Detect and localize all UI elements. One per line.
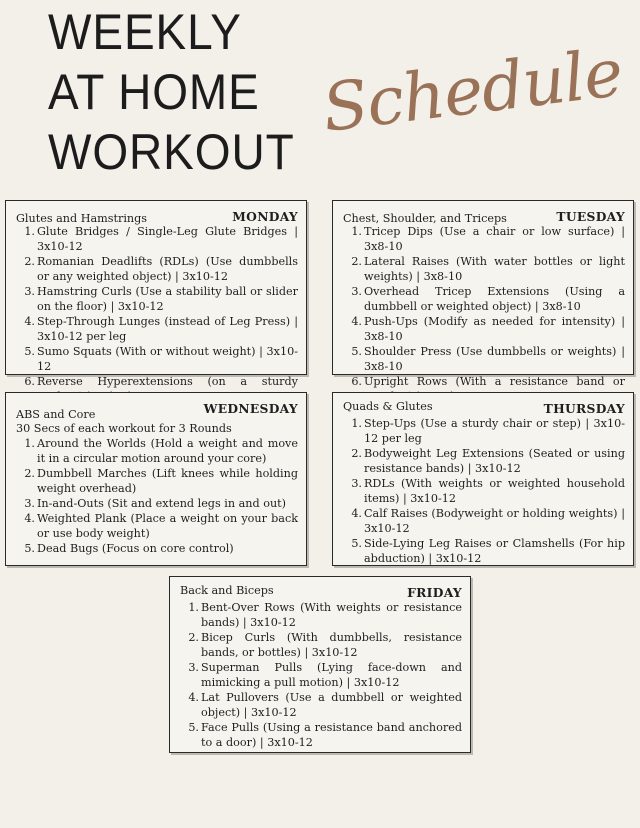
muscle-group: Chest, Shoulder, and Triceps: [343, 212, 507, 225]
title-line-1: WEEKLY: [48, 4, 242, 60]
muscle-group: Glutes and Hamstrings: [16, 212, 148, 225]
exercise-item: [343, 416, 625, 446]
rounds-note: 30 Secs of each workout for 3 Rounds: [16, 422, 232, 435]
item-number: 3.: [24, 285, 35, 298]
item-number: 4.: [24, 512, 35, 525]
exercise-item: [180, 600, 462, 630]
muscle-group: Back and Biceps: [180, 584, 274, 597]
exercise-item: [16, 344, 298, 374]
item-number: 6.: [351, 375, 362, 388]
exercise-text: RDLs (With weights or weighted household items) | 3x10-12: [364, 477, 625, 505]
exercise-text: Lateral Raises (With water bottles or light weights) | 3x8-10: [364, 255, 625, 283]
exercise-text: Weighted Plank (Place a weight on your back or use body weight): [37, 512, 298, 540]
exercise-text: Dead Bugs (Focus on core control): [37, 542, 234, 555]
exercise-text: Side-Lying Leg Raises or Clamshells (For hip abduction) | 3x10-12: [364, 537, 625, 565]
exercise-item: [180, 630, 462, 660]
item-number: 2.: [351, 447, 362, 460]
exercise-text: Bodyweight Leg Extensions (Seated or using resistance bands) | 3x10-12: [364, 447, 625, 475]
day-label: FRIDAY: [407, 585, 462, 600]
day-label: WEDNESDAY: [203, 401, 298, 416]
item-number: 2.: [351, 255, 362, 268]
exercise-text: Superman Pulls (Lying face-down and mimicking a pull motion) | 3x10-12: [201, 661, 462, 689]
item-number: 3.: [351, 477, 362, 490]
exercise-text: Push-Ups (Modify as needed for intensity) | 3x8-10: [364, 315, 625, 343]
item-number: 1.: [351, 225, 362, 238]
exercise-item: [343, 284, 625, 314]
title-line-3: WORKOUT: [48, 124, 295, 180]
day-label: THURSDAY: [543, 401, 625, 416]
exercise-list: [16, 224, 298, 404]
exercise-list: [16, 436, 298, 556]
exercise-item: [16, 466, 298, 496]
exercise-text: Lat Pullovers (Use a dumbbell or weighted object) | 3x10-12: [201, 691, 462, 719]
item-number: 5.: [351, 537, 362, 550]
exercise-item: [180, 690, 462, 720]
exercise-list: [343, 224, 625, 404]
exercise-text: Sumo Squats (With or without weight) | 3x10-12: [37, 345, 298, 373]
exercise-item: [16, 511, 298, 541]
exercise-item: [16, 284, 298, 314]
exercise-item: [16, 541, 298, 556]
thursday-card: [332, 392, 634, 566]
exercise-item: [16, 496, 298, 511]
item-number: 1.: [24, 225, 35, 238]
exercise-text: Overhead Tricep Extensions (Using a dumbbell or weighted object) | 3x8-10: [364, 285, 625, 313]
exercise-list: [180, 600, 462, 750]
monday-card: [5, 200, 307, 388]
exercise-text: Step-Ups (Use a sturdy chair or step) | 3x10-12 per leg: [364, 417, 625, 445]
exercise-item: [343, 476, 625, 506]
item-number: 6.: [24, 375, 35, 388]
exercise-item: [16, 224, 298, 254]
title-line-2: AT HOME: [48, 64, 260, 120]
item-number: 1.: [188, 601, 199, 614]
exercise-item: [343, 314, 625, 344]
item-number: 1.: [24, 437, 35, 450]
exercise-item: [343, 344, 625, 374]
exercise-text: Step-Through Lunges (instead of Leg Press) | 3x10-12 per leg: [37, 315, 298, 343]
item-number: 3.: [188, 661, 199, 674]
exercise-text: Hamstring Curls (Use a stability ball or slider on the floor) | 3x10-12: [37, 285, 298, 313]
item-number: 3.: [24, 497, 35, 510]
day-label: MONDAY: [232, 209, 298, 224]
exercise-text: Reverse Hyperextensions (on a sturdy: [37, 375, 298, 388]
exercise-text: Face Pulls (Using a resistance band anchored to a door) | 3x10-12: [201, 721, 462, 749]
exercise-text: Romanian Deadlifts (RDLs) (Use dumbbells or any weighted object) | 3x10-12: [37, 255, 298, 283]
item-number: 2.: [24, 255, 35, 268]
exercise-item: [343, 506, 625, 536]
exercise-item: [180, 720, 462, 750]
item-number: 4.: [351, 315, 362, 328]
exercise-item: [16, 314, 298, 344]
item-number: 3.: [351, 285, 362, 298]
exercise-text: Shoulder Press (Use dumbbells or weights) | 3x8-10: [364, 345, 625, 373]
item-number: 5.: [24, 345, 35, 358]
item-number: 2.: [24, 467, 35, 480]
item-number: 4.: [24, 315, 35, 328]
item-number: 5.: [351, 345, 362, 358]
exercise-text: In-and-Outs (Sit and extend legs in and out): [37, 497, 287, 510]
exercise-item: [343, 224, 625, 254]
page-title: [48, 2, 316, 182]
item-number: 5.: [188, 721, 199, 734]
exercise-text: Dumbbell Marches (Lift knees while holding weight overhead): [37, 467, 298, 495]
day-label: TUESDAY: [556, 209, 625, 224]
schedule-script-title: Schedule: [318, 33, 627, 148]
exercise-item: [16, 436, 298, 466]
item-number: 5.: [24, 542, 35, 555]
tuesday-card: [332, 200, 634, 388]
item-number: 4.: [351, 507, 362, 520]
item-number: 4.: [188, 691, 199, 704]
wednesday-card: [5, 392, 307, 566]
exercise-text: Bent-Over Rows (With weights or resistance bands) | 3x10-12: [201, 601, 462, 629]
muscle-group: ABS and Core: [16, 408, 96, 421]
exercise-text: Tricep Dips (Use a chair or low surface) | 3x8-10: [364, 225, 625, 253]
exercise-item: [343, 254, 625, 284]
exercise-list: [343, 416, 625, 566]
exercise-text: Upright Rows (With a resistance band or: [364, 375, 625, 388]
exercise-item: [180, 660, 462, 690]
exercise-item: [343, 536, 625, 566]
exercise-text: Glute Bridges / Single-Leg Glute Bridges | 3x10-12: [37, 225, 298, 253]
exercise-text: Bicep Curls (With dumbbells, resistance bands, or bottles) | 3x10-12: [201, 631, 462, 659]
friday-card: [169, 576, 471, 753]
exercise-text: Around the Worlds (Hold a weight and move it in a circular motion around your core): [37, 437, 298, 465]
exercise-text: Calf Raises (Bodyweight or holding weights) | 3x10-12: [364, 507, 625, 535]
item-number: 2.: [188, 631, 199, 644]
item-number: 1.: [351, 417, 362, 430]
exercise-item: [343, 446, 625, 476]
exercise-item: [16, 254, 298, 284]
muscle-group: Quads & Glutes: [343, 400, 433, 413]
